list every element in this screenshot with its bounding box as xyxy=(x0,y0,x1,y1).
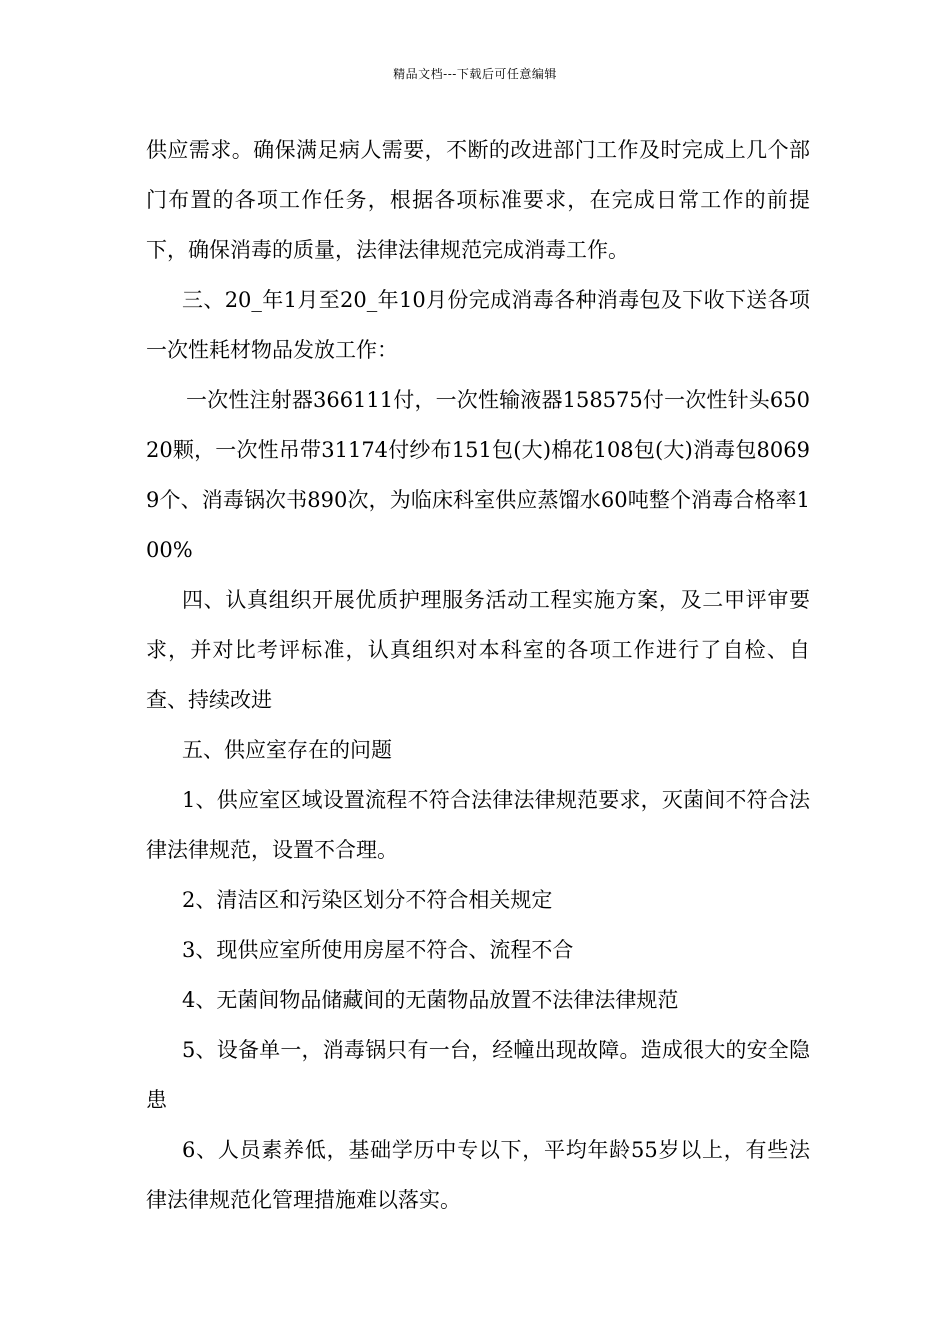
paragraph-problem-6: 6、人员素养低，基础学历中专以下，平均年龄55岁以上，有些法律法律规范化管理措施难以落实。 xyxy=(146,1138,810,1212)
paragraph-problem-4: 4、无菌间物品储藏间的无菌物品放置不法律法律规范 xyxy=(182,988,679,1012)
page-header: 精品文档---下载后可任意编辑 xyxy=(393,67,557,81)
paragraph-section-three: 三、20_年1月至20_年10月份完成消毒各种消毒包及下收下送各项一次性耗材物品发放工作： xyxy=(146,288,810,362)
paragraph-section-four: 四、认真组织开展优质护理服务活动工程实施方案，及二甲评审要求，并对比考评标准，认真组织对本科室的各项工作进行了自检、自查、持续改进 xyxy=(146,588,810,712)
paragraph-supply-demand: 供应需求。确保满足病人需要，不断的改进部门工作及时完成上几个部门布置的各项工作任务，根据各项标准要求，在完成日常工作的前提下，确保消毒的质量，法律法律规范完成消毒工作。 xyxy=(146,138,810,262)
paragraph-section-five-heading: 五、供应室存在的问题 xyxy=(182,738,392,762)
paragraph-problem-1: 1、供应室区域设置流程不符合法律法律规范要求，灭菌间不符合法律法律规范，设置不合理。 xyxy=(146,788,810,862)
paragraph-disposable-items: 一次性注射器366111付，一次性输液器158575付一次性针头65020颗，一次性吊带31174付纱布151包(大)棉花108包(大)消毒包80699个、消毒锅次书890次，为临床科室供应蒸馏水60吨整个消毒合格率100% xyxy=(146,388,810,562)
paragraph-problem-5: 5、设备单一，消毒锅只有一台，经幢出现故障。造成很大的安全隐患 xyxy=(146,1038,810,1112)
paragraph-problem-3: 3、现供应室所使用房屋不符合、流程不合 xyxy=(182,938,574,962)
document-body xyxy=(146,125,810,1225)
paragraph-problem-2: 2、清洁区和污染区划分不符合相关规定 xyxy=(182,888,553,912)
